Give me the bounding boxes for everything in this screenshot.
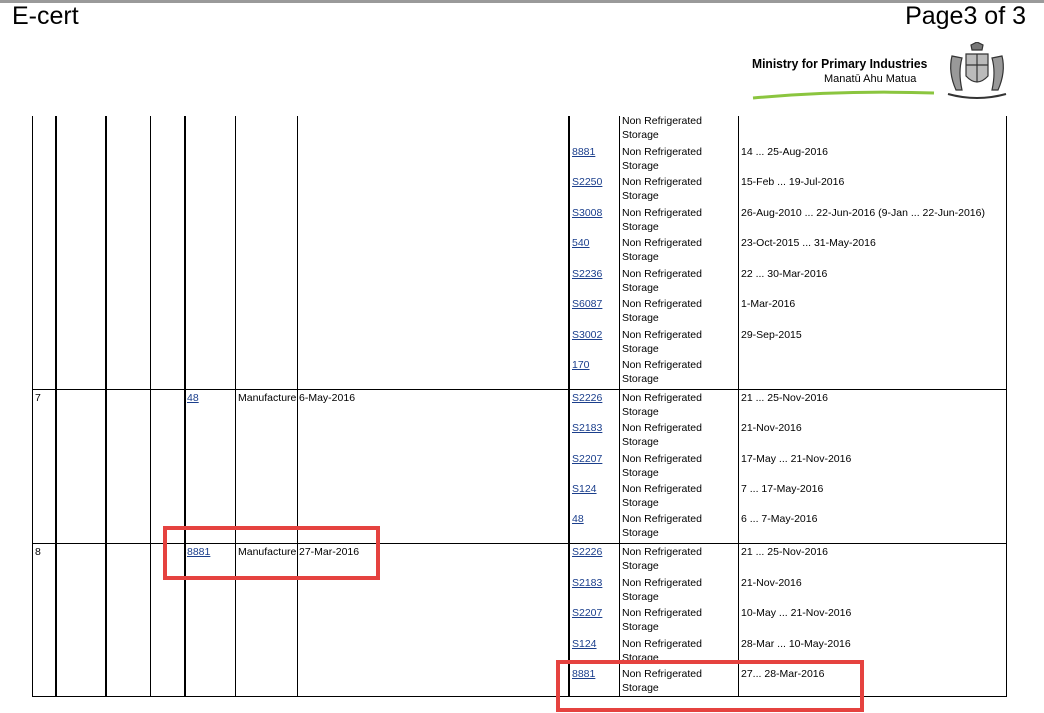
process-date: 27-Mar-2016: [299, 546, 360, 558]
store-code-link[interactable]: 170: [572, 359, 590, 371]
store-type: Non Refrigerated Storage: [622, 359, 702, 385]
table-col-line: [738, 116, 739, 697]
store-code-link[interactable]: S6087: [572, 298, 603, 310]
process-type: Manufacture: [238, 546, 297, 558]
row-number: 7: [35, 392, 41, 404]
store-dates: 21-Nov-2016: [741, 577, 802, 589]
page-indicator: Page3 of 3: [905, 2, 1026, 30]
store-dates: 22 ... 30-Mar-2016: [741, 268, 828, 280]
store-type: Non Refrigerated Storage: [622, 483, 702, 509]
store-dates: 17-May ... 21-Nov-2016: [741, 453, 852, 465]
table-col-line: [1006, 116, 1007, 697]
store-type: Non Refrigerated Storage: [622, 298, 702, 324]
highlight-box-storage: [556, 660, 864, 712]
table-row-line: [32, 389, 1007, 390]
store-type: Non Refrigerated Storage: [622, 453, 702, 479]
store-type: Non Refrigerated Storage: [622, 422, 702, 448]
table-col-line: [150, 116, 151, 697]
document-title: E-cert: [12, 2, 79, 30]
store-dates: 7 ... 17-May-2016: [741, 483, 824, 495]
store-dates: 28-Mar ... 10-May-2016: [741, 638, 851, 650]
store-code-link[interactable]: S3008: [572, 207, 603, 219]
store-type: Non Refrigerated Storage: [622, 146, 702, 172]
table-col-line: [568, 116, 570, 697]
store-dates: 21-Nov-2016: [741, 422, 802, 434]
store-type: Non Refrigerated Storage: [622, 115, 702, 141]
store-dates: 14 ... 25-Aug-2016: [741, 146, 828, 158]
store-dates: 10-May ... 21-Nov-2016: [741, 607, 852, 619]
store-type: Non Refrigerated Storage: [622, 668, 702, 694]
ministry-swoosh-icon: [752, 86, 936, 102]
store-type: Non Refrigerated Storage: [622, 546, 702, 572]
table-col-line: [235, 116, 236, 697]
store-code-link[interactable]: 8881: [572, 146, 596, 158]
store-dates: 1-Mar-2016: [741, 298, 796, 310]
store-type: Non Refrigerated Storage: [622, 207, 702, 233]
table-col-line: [55, 116, 57, 697]
store-type: Non Refrigerated Storage: [622, 268, 702, 294]
process-type: Manufacture: [238, 392, 297, 404]
store-dates: 15-Feb ... 19-Jul-2016: [741, 176, 845, 188]
row-number: 8: [35, 546, 41, 558]
store-type: Non Refrigerated Storage: [622, 392, 702, 418]
store-dates: 23-Oct-2015 ... 31-May-2016: [741, 237, 876, 249]
store-code-link[interactable]: 540: [572, 237, 590, 249]
table-col-line: [619, 116, 620, 697]
store-code-link[interactable]: S2226: [572, 546, 603, 558]
top-border: [0, 0, 1044, 3]
table-col-line: [105, 116, 107, 697]
store-dates: 6 ... 7-May-2016: [741, 513, 818, 525]
store-type: Non Refrigerated Storage: [622, 176, 702, 202]
store-code-link[interactable]: S2183: [572, 577, 603, 589]
store-dates: 21 ... 25-Nov-2016: [741, 392, 828, 404]
store-code-link[interactable]: 48: [572, 513, 584, 525]
store-code-link[interactable]: S3002: [572, 329, 603, 341]
store-code-link[interactable]: S2207: [572, 453, 603, 465]
store-code-link[interactable]: S2250: [572, 176, 603, 188]
store-type: Non Refrigerated Storage: [622, 607, 702, 633]
store-dates: 27... 28-Mar-2016: [741, 668, 825, 680]
table-col-line: [184, 116, 186, 697]
store-type: Non Refrigerated Storage: [622, 638, 702, 664]
store-dates: 29-Sep-2015: [741, 329, 802, 341]
store-type: Non Refrigerated Storage: [622, 329, 702, 355]
process-code-link[interactable]: 8881: [187, 546, 211, 558]
store-type: Non Refrigerated Storage: [622, 577, 702, 603]
store-code-link[interactable]: S124: [572, 638, 597, 650]
process-date: 6-May-2016: [299, 392, 356, 404]
store-code-link[interactable]: S2226: [572, 392, 603, 404]
store-dates: 26-Aug-2010 ... 22-Jun-2016 (9-Jan ... 22-Jun-2016): [741, 207, 985, 219]
ministry-name: Ministry for Primary Industries: [752, 56, 928, 71]
store-code-link[interactable]: 8881: [572, 668, 596, 680]
store-code-link[interactable]: S2236: [572, 268, 603, 280]
store-dates: 21 ... 25-Nov-2016: [741, 546, 828, 558]
highlight-box-manufacture: [163, 526, 380, 580]
coat-of-arms-icon: [944, 42, 1010, 104]
table-col-line: [32, 116, 33, 697]
ministry-maori-name: Manatū Ahu Matua: [824, 73, 917, 85]
process-code-link[interactable]: 48: [187, 392, 199, 404]
store-code-link[interactable]: S2183: [572, 422, 603, 434]
table-col-line: [297, 116, 298, 697]
store-type: Non Refrigerated Storage: [622, 237, 702, 263]
store-code-link[interactable]: S124: [572, 483, 597, 495]
store-type: Non Refrigerated Storage: [622, 513, 702, 539]
store-code-link[interactable]: S2207: [572, 607, 603, 619]
